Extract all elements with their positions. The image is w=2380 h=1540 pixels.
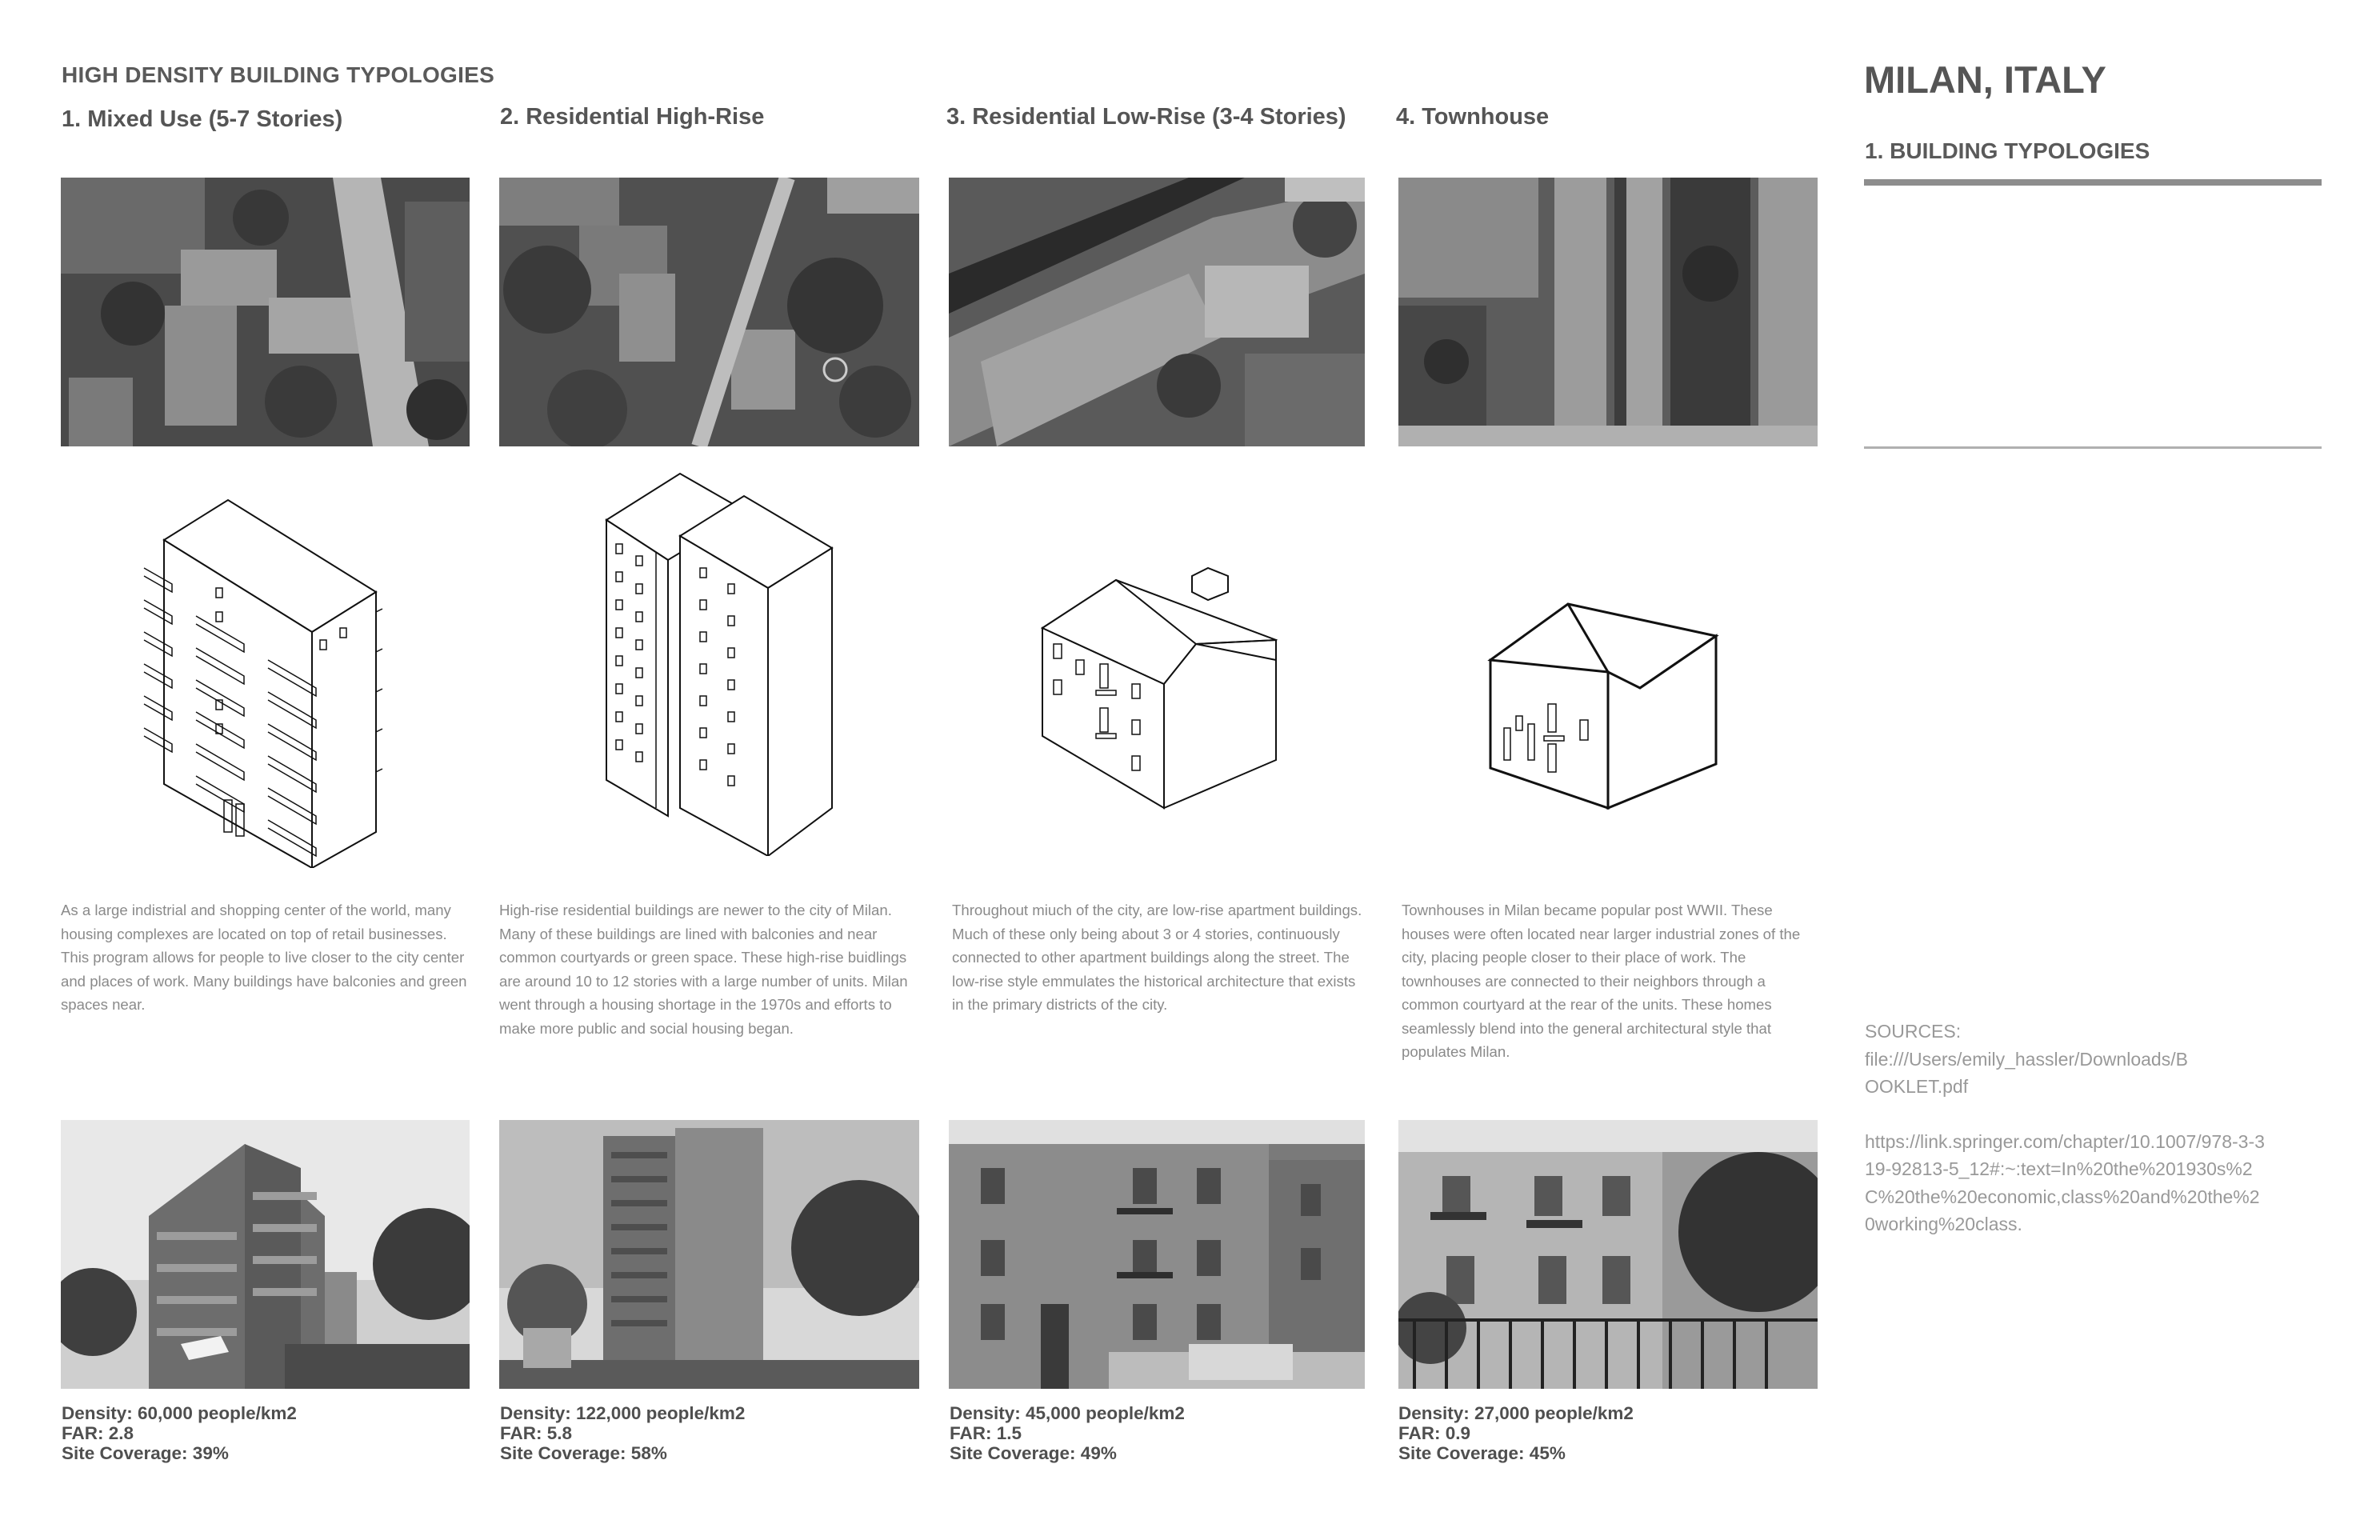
stats-high-rise <box>500 1403 745 1463</box>
street-photo-mixed-use <box>61 1120 470 1389</box>
column-title-low-rise: 3. Residential Low-Rise (3-4 Stories) <box>946 104 1346 130</box>
sidebar-divider-thin <box>1864 446 2322 449</box>
aerial-photo-high-rise <box>499 178 919 446</box>
source-link-booklet[interactable]: file:///Users/emily_hassler/Downloads/BOOKLET.pdf <box>1865 1048 2188 1097</box>
street-photo-townhouse <box>1398 1120 1818 1389</box>
sidebar-divider-thick <box>1864 179 2322 186</box>
street-photo-low-rise <box>949 1120 1365 1389</box>
sidebar-subtitle: 1. BUILDING TYPOLOGIES <box>1865 138 2150 163</box>
density-value: Density: 60,000 people/km2 <box>62 1403 297 1423</box>
stats-townhouse <box>1398 1403 1634 1463</box>
column-title-high-rise: 2. Residential High-Rise <box>500 104 765 130</box>
description-townhouse: Townhouses in Milan became popular post WWII. These houses were often located near larger industrial zones of the city, placing people closer to their place of work. The townhouses are connected to their neighbors through a common courtyard at the rear of the units. These homes seamlessly blend into the general architectural style that populates Milan. <box>1402 902 1801 1060</box>
far-value: FAR: 0.9 <box>1398 1423 1471 1443</box>
site-coverage-value: Site Coverage: 39% <box>62 1443 229 1463</box>
page-title: HIGH DENSITY BUILDING TYPOLOGIES <box>62 62 495 87</box>
stats-mixed-use <box>62 1403 297 1463</box>
column-title-townhouse: 4. Townhouse <box>1396 104 1550 130</box>
description-low-rise: Throughout miuch of the city, are low-rise apartment buildings. Much of these only being about 3 or 4 stories, continuously connected to other apartment buildings along the street. The low-rise style emmulates the historical architecture that exists in the primary districts of the city. <box>952 902 1362 1013</box>
density-value: Density: 27,000 people/km2 <box>1398 1403 1634 1423</box>
stats-low-rise <box>950 1403 1185 1463</box>
street-photo-high-rise <box>499 1120 919 1389</box>
density-value: Density: 122,000 people/km2 <box>500 1403 746 1423</box>
axonometric-high-rise <box>600 472 840 856</box>
density-value: Density: 45,000 people/km2 <box>950 1403 1185 1423</box>
aerial-photo-mixed-use <box>61 178 470 446</box>
source-link-springer[interactable]: https://link.springer.com/chapter/10.1007/978-3-319-92813-5_12#:~:text=In%20the%201930s%2C%20the%20economic,class%20and%20the%20working%20class. <box>1865 1130 2265 1234</box>
far-value: FAR: 5.8 <box>500 1423 573 1443</box>
axonometric-low-rise <box>1036 564 1292 812</box>
far-value: FAR: 1.5 <box>950 1423 1022 1443</box>
axonometric-townhouse <box>1484 576 1724 816</box>
far-value: FAR: 2.8 <box>62 1423 134 1443</box>
column-title-mixed-use: 1. Mixed Use (5-7 Stories) <box>62 106 343 132</box>
description-mixed-use: As a large indistrial and shopping center of the world, many housing complexes are located on top of retail businesses. This program allows for people to live closer to the city center and places of work. Many buildings have balconies and green spaces near. <box>61 902 467 1013</box>
axonometric-mixed-use <box>136 492 392 868</box>
description-high-rise: High-rise residential buildings are newer to the city of Milan. Many of these buildings are lined with balconies and near common courtyards or green space. These high-rise buidlings are around 10 to 12 stories with a large number of units. Milan went through a housing shortage in the 1970s and efforts to make more public and social housing began. <box>499 902 908 1037</box>
sidebar-title: MILAN, ITALY <box>1864 58 2106 101</box>
site-coverage-value: Site Coverage: 49% <box>950 1443 1117 1463</box>
site-coverage-value: Site Coverage: 58% <box>500 1443 667 1463</box>
site-coverage-value: Site Coverage: 45% <box>1398 1443 1566 1463</box>
aerial-photo-townhouse <box>1398 178 1818 446</box>
sources-block <box>1865 1018 2313 1238</box>
sources-label: SOURCES: <box>1865 1021 1962 1042</box>
aerial-photo-low-rise <box>949 178 1365 446</box>
